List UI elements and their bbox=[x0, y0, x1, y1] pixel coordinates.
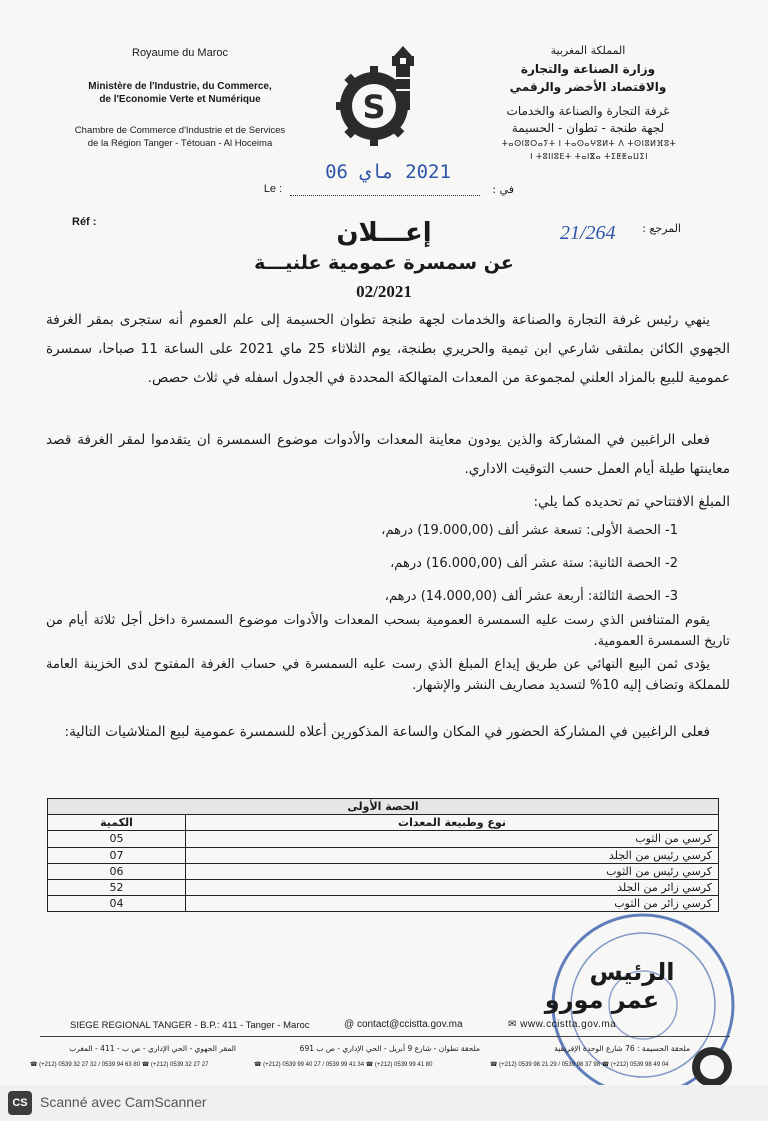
cell-quantity: 04 bbox=[48, 896, 186, 912]
iso-badge bbox=[690, 1045, 734, 1089]
ref-label: Réf : bbox=[72, 216, 97, 228]
table-row bbox=[48, 863, 719, 879]
announcement-title: إعـــلان bbox=[336, 218, 432, 248]
cell-quantity: 52 bbox=[48, 879, 186, 895]
table-caption-row bbox=[48, 799, 719, 815]
fr-ministry-line-2: de l'Economie Verte et Numérique bbox=[99, 94, 261, 105]
footer-divider bbox=[40, 1036, 730, 1037]
ar-kingdom: المملكة المغربية bbox=[550, 44, 626, 57]
footer-email: contact@ccistta.gov.ma bbox=[356, 1019, 463, 1030]
list-item-1: 1- الحصة الأولى: تسعة عشر ألف (19.000,00) درهم، bbox=[381, 523, 678, 538]
ar-ministry-line-2: والاقتصاد الأخضر والرقمي bbox=[509, 80, 667, 94]
footer-phones-2: ☎ (+212) 0539 99 40 27 / 0539 99 41 34 ☎ (+212) 0539 99 41 80 bbox=[254, 1062, 433, 1068]
le-label: Le : bbox=[263, 183, 283, 195]
cell-type: كرسي رئيس من الجلد bbox=[186, 847, 719, 863]
svg-text:S: S bbox=[362, 88, 386, 126]
fr-chamber-line-2: de la Région Tanger - Tétouan - Al Hoceima bbox=[87, 138, 273, 149]
cell-type: كرسي زائر من الثوب bbox=[186, 896, 719, 912]
table-header-row bbox=[48, 815, 719, 831]
announcement-subtitle: عن سمسرة عمومية علنيـــة bbox=[254, 252, 514, 274]
footer-ar-hoceima: ملحقة الحسيمة : 76 شارع الوحدة الإفريقية bbox=[554, 1044, 690, 1053]
certification-badge-icon bbox=[690, 1045, 734, 1089]
lot-1-table bbox=[47, 798, 719, 912]
signature-title: الرئيس bbox=[589, 958, 675, 986]
table-caption: الحصة الأولى bbox=[48, 799, 719, 815]
table-row bbox=[48, 831, 719, 847]
fr-kingdom: Royaume du Maroc bbox=[132, 47, 228, 59]
date-stamp: 2021 ماي 06 bbox=[325, 161, 451, 183]
cell-type: كرسي رئيس من الثوب bbox=[186, 863, 719, 879]
ar-ministry-line-1: وزارة الصناعة والتجارة bbox=[520, 62, 656, 76]
fr-ministry-line-1: Ministère de l'Industrie, du Commerce, bbox=[88, 81, 272, 92]
cell-type: كرسي من الثوب bbox=[186, 831, 719, 847]
fi-label: في : bbox=[492, 183, 514, 196]
footer-web: www.ccistta.gov.ma bbox=[520, 1019, 617, 1030]
gear-lighthouse-icon bbox=[334, 44, 426, 152]
cell-quantity: 07 bbox=[48, 847, 186, 863]
cell-quantity: 05 bbox=[48, 831, 186, 847]
ar-chamber-line-1: غرفة التجارة والصناعة والخدمات bbox=[506, 104, 670, 118]
list-item-2: 2- الحصة الثانية: ستة عشر ألف (16.000,00) درهم، bbox=[390, 556, 678, 571]
body-paragraph-1: ينهي رئيس غرفة التجارة والصناعة والخدمات لجهة طنجة تطوان الحسيمة إلى علم العموم أنه ستجرى بمقر الغرفة الجهوي الكائن بملتقى شارعي ابن تيمية والحريري بطنجة، يوم الثلاثاء 25 ماي 2021 على الساعة 11 صباحا، سمسرة عمومية للبيع بالمزاد العلني لمجموعة من المعدات المتهالكة المحددة في الجدول اسفله في ثلاث حصص. bbox=[46, 312, 731, 386]
table-row bbox=[48, 847, 719, 863]
globe-icon: ✉ bbox=[508, 1019, 521, 1030]
camscanner-text: Scanné avec CamScanner bbox=[40, 1094, 207, 1110]
date-dotted-line bbox=[290, 195, 480, 196]
body-paragraph-4: يقوم المتنافس الذي رست عليه السمسرة العمومية بسحب المعدات والأدوات موضوع السمسرة داخل أجل ثلاثة أيام من تاريخ السمسرة العمومية. bbox=[46, 613, 730, 649]
footer-email-group bbox=[344, 1019, 463, 1030]
body-paragraph-5: يؤدى ثمن البيع النهائي عن طريق إيداع المبلغ الذي رست عليه السمسرة في حساب الغرفة المفتوح لدى الخزينة العامة للمملكة وتضاف إليه 10% لتسديد مصاريف النشر والإشهار. bbox=[46, 657, 730, 693]
footer-web-group bbox=[508, 1019, 616, 1030]
footer-ar-tetouan: ملحقة تطوان - شارع 9 أبريل - الحي الإداري - ص ب 691 bbox=[299, 1044, 480, 1053]
footer-phones-3: ☎ (+212) 0539 98 21 29 / 0539 98 37 98 ☎ (+212) 0539 98 49 04 bbox=[490, 1062, 669, 1068]
body-paragraph-2: فعلى الراغبين في المشاركة والذين يودون معاينة المعدات والأدوات موضوع السمسرة ان يتقدموا لمقر الغرفة قصد معاينتها طيلة أيام العمل حسب التوقيت الاداري. bbox=[46, 432, 730, 477]
announcement-number: 02/2021 bbox=[356, 282, 412, 301]
ref-ar-label: المرجع : bbox=[642, 222, 681, 235]
at-sign-icon: @ bbox=[344, 1019, 357, 1030]
body-paragraph-3: المبلغ الافتتاحي تم تحديده كما يلي: bbox=[533, 494, 730, 510]
header-quantity: الكمية bbox=[48, 815, 186, 831]
list-item-3: 3- الحصة الثالثة: أربعة عشر ألف (14.000,00) درهم، bbox=[384, 589, 678, 604]
tifinagh-line-2: ⵏ ⵜⵓⵏⵏⵓⴹⵜ ⵜⴰⵏⴵⴰ ⵜⵉⵟⵟⴰⵡⵉⵏ bbox=[530, 152, 648, 161]
table-row bbox=[48, 879, 719, 895]
header-type: نوع وطبيعة المعدات bbox=[186, 815, 719, 831]
fr-chamber-line-1: Chambre de Commerce d'Industrie et de Services bbox=[74, 125, 286, 136]
footer-ar-siege: المقر الجهوي - الحي الإداري - ص ب - 411 - المغرب bbox=[69, 1044, 236, 1053]
cell-type: كرسي زائر من الجلد bbox=[186, 879, 719, 895]
camscanner-logo-icon: CS bbox=[8, 1091, 32, 1115]
cell-quantity: 06 bbox=[48, 863, 186, 879]
tifinagh-line-1: ⵜⴰⵙⵏⵓⵔⴰⵢⵜ ⵏ ⵜⴰⵙⴰⵖⵓⵍⵜ ⴷ ⵜⵙⵏⵓⵍⴼⵓⵜ bbox=[501, 139, 677, 148]
ref-handwritten: 21/264 bbox=[560, 222, 616, 244]
ar-chamber-line-2: لجهة طنجة - تطوان - الحسيمة bbox=[511, 121, 665, 135]
signature-name: عمر مورو bbox=[544, 986, 660, 1014]
footer-siege: SIEGE REGIONAL TANGER - B.P.: 411 - Tanger - Maroc bbox=[70, 1020, 310, 1031]
footer-phones-1: ☎ (+212) 0539 32 27 32 / 0539 94 63 80 ☎ (+212) 0539 32 27 27 bbox=[30, 1062, 209, 1068]
chamber-logo bbox=[334, 44, 426, 152]
body-paragraph-6: فعلى الراغبين في المشاركة الحضور في المكان والساعة المذكورين أعلاه للسمسرة عمومية لبيع المتلاشيات التالية: bbox=[64, 724, 710, 740]
